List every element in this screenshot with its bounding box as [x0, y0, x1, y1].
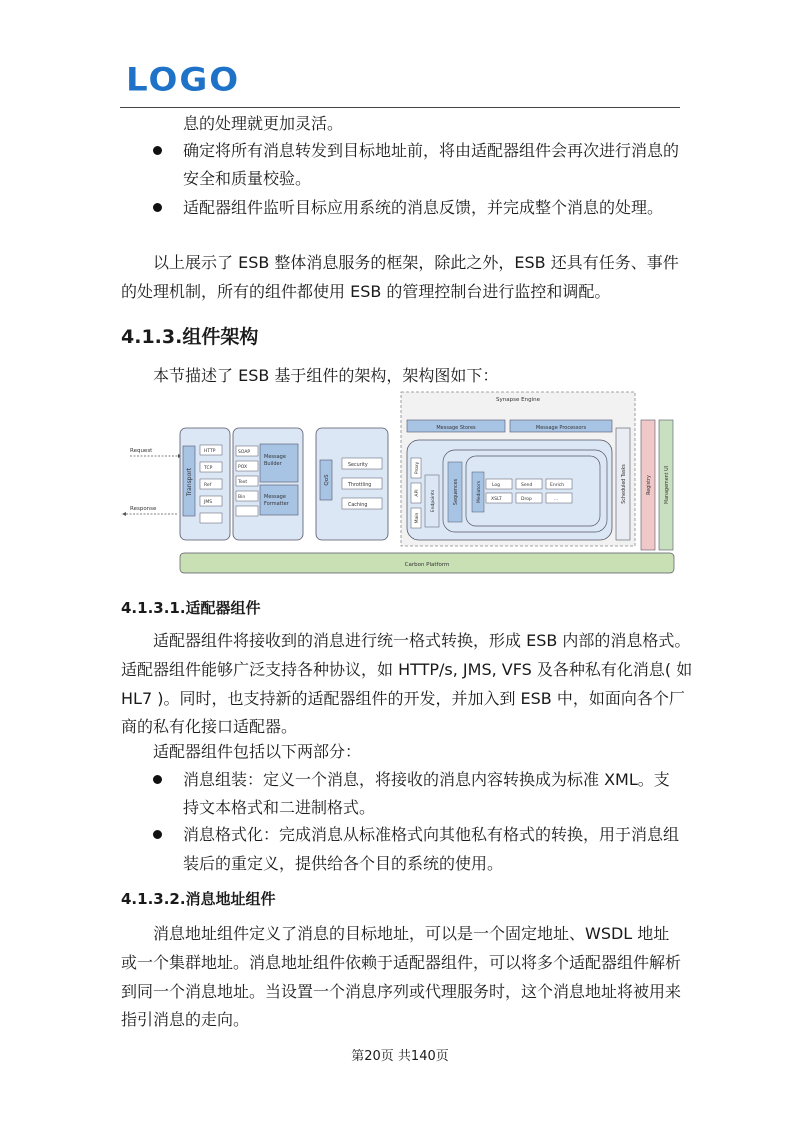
synapse-engine-label: Synapse Engine: [496, 397, 540, 403]
endpoints-label: Endpoints: [431, 489, 436, 513]
protocol-label: Ref: [204, 483, 212, 488]
mediator-label: Log: [492, 483, 501, 488]
management-ui-label: Management UI: [665, 465, 670, 505]
paragraph-line: 以上展示了 ESB 整体消息服务的框架，除此之外，ESB 还具有任务、事件: [153, 253, 679, 272]
carbon-platform-label: Carbon Platform: [404, 562, 450, 568]
api-label: API: [415, 489, 420, 497]
paragraph-line: 或一个集群地址。消息地址组件依赖于适配器组件，可以将多个适配器组件解析: [121, 953, 682, 972]
bullet-text: 装后的重定义，提供给各个目的系统的使用。: [183, 854, 504, 873]
qos-item-label: Throttling: [348, 483, 372, 488]
format-label: Bin: [238, 495, 246, 500]
protocol-label: TCP: [204, 466, 213, 471]
proxy-label: Proxy: [415, 461, 420, 475]
subsection-heading: 4.1.3.2.消息地址组件: [121, 890, 276, 908]
bullet-text: 安全和质量校验。: [183, 169, 312, 188]
bullet-icon: [153, 203, 162, 212]
qos-item-label: Caching: [348, 503, 368, 508]
message-stores-label: Message Stores: [436, 425, 476, 431]
bullet-icon: [153, 775, 162, 784]
format-label: POX: [238, 465, 248, 470]
mediators-region: [466, 456, 600, 526]
bullet-icon: [153, 830, 162, 839]
message-processors-label: Message Processors: [535, 425, 587, 431]
mediator-box: [546, 493, 572, 503]
format-label: Text: [238, 480, 248, 485]
paragraph-line: 的处理机制，所有的组件都使用 ESB 的管理控制台进行监控和调配。: [121, 282, 611, 301]
bullet-text: 确定将所有消息转发到目标地址前，将由适配器组件会再次进行消息的: [183, 141, 680, 160]
message-formatter-label: Message Formatter: [264, 494, 289, 507]
qos-item-label: Security: [348, 463, 368, 468]
paragraph-line: HL7 )。同时，也支持新的适配器组件的开发，并加入到 ESB 中，如面向各个厂: [121, 689, 685, 708]
bullet-text: 持文本格式和二进制格式。: [183, 798, 376, 817]
paragraph-line: 本节描述了 ESB 基于组件的架构，架构图如下：: [153, 366, 499, 385]
bullet-text: 消息组装：定义一个消息，将接收的消息内容转换成为标准 XML。支: [183, 770, 670, 789]
qos-label: QoS: [324, 474, 330, 486]
paragraph-line: 适配器组件能够广泛支持各种协议，如 HTTP/s, JMS, VFS 及各种私有化消息( 如: [121, 660, 693, 679]
protocol-label: JMS: [204, 500, 213, 505]
mediator-label: Drop: [521, 497, 532, 502]
section-heading: 4.1.3.组件架构: [121, 326, 259, 348]
mediator-label: XSLT: [491, 497, 502, 502]
response-label: Response: [130, 506, 157, 512]
request-label: Request: [130, 448, 153, 454]
mediator-label: ...: [554, 497, 559, 502]
architecture-diagram: [120, 390, 680, 580]
paragraph-line: 到同一个消息地址。当设置一个消息序列或代理服务时，这个消息地址将被用来: [121, 982, 682, 1001]
paragraph-line: 商的私有化接口适配器。: [121, 717, 298, 736]
format-label: SOAP: [238, 450, 251, 455]
bullet-text: 适配器组件监听目标应用系统的消息反馈，并完成整个消息的处理。: [183, 198, 664, 217]
mediators-label: Mediators: [477, 480, 482, 504]
company-logo: LOGO: [126, 61, 241, 99]
header-divider: [120, 107, 680, 108]
subsection-heading: 4.1.3.1.适配器组件: [121, 599, 261, 617]
paragraph-line: 适配器组件将接收到的消息进行统一格式转换，形成 ESB 内部的消息格式。: [153, 631, 691, 650]
protocol-box: [200, 513, 222, 523]
paragraph-line: 消息地址组件定义了消息的目标地址，可以是一个固定地址、WSDL 地址: [153, 924, 670, 943]
mediator-label: Enrich: [550, 483, 565, 488]
text-line: 息的处理就更加灵活。: [183, 114, 344, 133]
bullet-text: 消息格式化：完成消息从标准格式向其他私有格式的转换，用于消息组: [183, 825, 680, 844]
message-builder-label: Message Builder: [264, 454, 286, 467]
transport-label: Transport: [186, 467, 193, 497]
sequences-label: Sequences: [454, 478, 459, 506]
registry-label: Registry: [647, 475, 652, 495]
message-formatter-box: [260, 485, 298, 515]
paragraph-line: 适配器组件包括以下两部分：: [153, 742, 362, 761]
page-footer: 第20页 共140页: [351, 1049, 449, 1064]
main-label: Main: [415, 512, 420, 524]
response-arrowhead: [122, 512, 126, 516]
bullet-icon: [153, 146, 162, 155]
paragraph-line: 指引消息的走向。: [121, 1010, 250, 1029]
format-box: [236, 506, 258, 516]
mediator-label: Send: [521, 483, 533, 488]
protocol-label: HTTP: [204, 449, 216, 454]
scheduled-tasks-label: Scheduled Tasks: [622, 464, 627, 504]
